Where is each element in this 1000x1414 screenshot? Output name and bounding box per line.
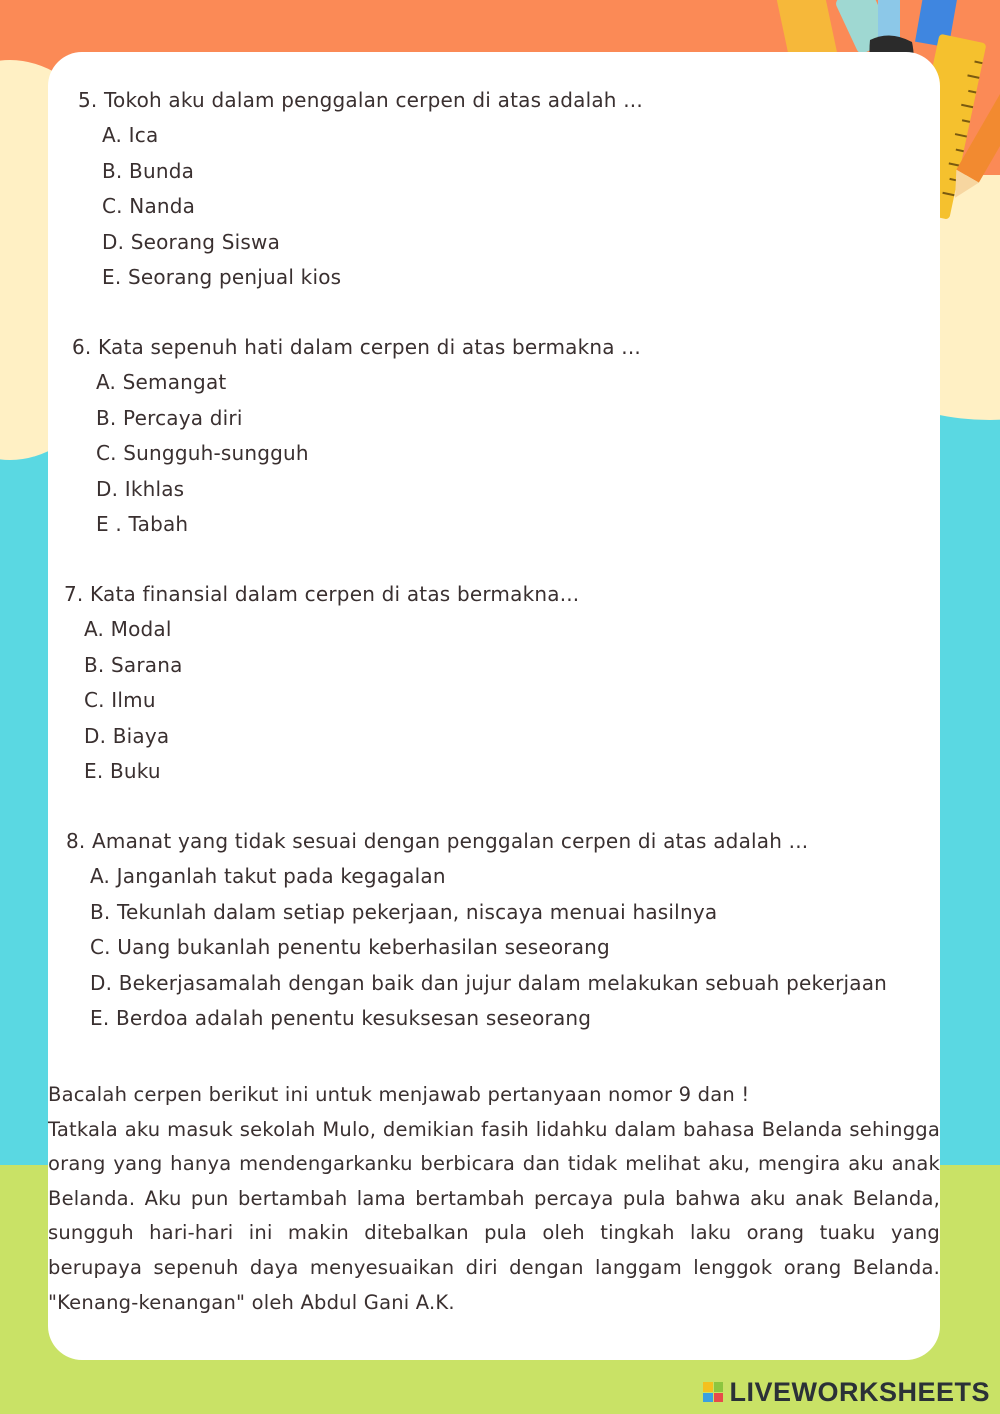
- answer-option-b[interactable]: B. Tekunlah dalam setiap pekerjaan, niscaya menuai hasilnya: [90, 899, 718, 924]
- answer-option-c[interactable]: C. Ilmu: [84, 688, 156, 713]
- answer-option-d[interactable]: D. Ikhlas: [96, 476, 185, 501]
- brand-name: LIVEWORKSHEETS: [729, 1376, 990, 1407]
- answer-option-c[interactable]: C. Nanda: [102, 194, 196, 219]
- answer-option-b[interactable]: B. Sarana: [84, 652, 183, 677]
- answer-option-a[interactable]: A. Modal: [84, 617, 172, 642]
- answer-option-a[interactable]: A. Semangat: [96, 370, 227, 395]
- answer-option-d[interactable]: D. Seorang Siswa: [102, 229, 281, 254]
- answer-option-d[interactable]: D. Bekerjasamalah dengan baik dan jujur dalam melakukan sebuah pekerjaan: [90, 970, 888, 995]
- reading-instruction: Bacalah cerpen berikut ini untuk menjawab pertanyaan nomor 9 dan !: [48, 1083, 750, 1106]
- question-stem: 7. Kata finansial dalam cerpen di atas bermakna...: [64, 582, 580, 606]
- answer-option-a[interactable]: A. Ica: [102, 123, 159, 148]
- question-7: [64, 577, 579, 789]
- answer-option-b[interactable]: B. Bunda: [102, 158, 195, 183]
- question-stem: 6. Kata sepenuh hati dalam cerpen di atas bermakna ...: [72, 335, 641, 359]
- liveworksheets-logo-icon: [703, 1382, 723, 1402]
- answer-option-e[interactable]: E. Buku: [84, 759, 161, 784]
- liveworksheets-brand: [703, 1377, 990, 1407]
- answer-option-e[interactable]: E. Seorang penjual kios: [102, 265, 342, 290]
- answer-option-c[interactable]: C. Sungguh-sungguh: [96, 441, 309, 466]
- question-stem: 5. Tokoh aku dalam penggalan cerpen di atas adalah ...: [78, 88, 643, 112]
- answer-option-b[interactable]: B. Percaya diri: [96, 405, 243, 430]
- question-5: [78, 83, 643, 295]
- question-6: [72, 330, 641, 542]
- question-8: [66, 824, 887, 1036]
- answer-option-d[interactable]: D. Biaya: [84, 723, 170, 748]
- answer-option-e[interactable]: E. Berdoa adalah penentu kesuksesan seseorang: [90, 1006, 592, 1031]
- reading-passage: Tatkala aku masuk sekolah Mulo, demikian fasih lidahku dalam bahasa Belanda sehingga orang yang hanya mendengarkanku berbicara dan tidak melihat aku, mengira aku anak Belanda. Aku pun bertambah lama bertambah percaya pula bahwa aku anak Belanda, sungguh hari-hari ini makin ditebalkan pula oleh tingkah laku orang tuaku yang berupaya sepenuh daya menyesuaikan diri dengan langgam lenggok orang Belanda. "Kenang-kenangan" oleh Abdul Gani A.K.: [48, 1117, 940, 1314]
- reading-passage-section: [48, 1078, 940, 1320]
- question-stem: 8. Amanat yang tidak sesuai dengan penggalan cerpen di atas adalah ...: [66, 829, 809, 853]
- answer-option-c[interactable]: C. Uang bukanlah penentu keberhasilan seseorang: [90, 935, 610, 960]
- answer-option-a[interactable]: A. Janganlah takut pada kegagalan: [90, 864, 446, 889]
- answer-option-e[interactable]: E . Tabah: [96, 512, 189, 537]
